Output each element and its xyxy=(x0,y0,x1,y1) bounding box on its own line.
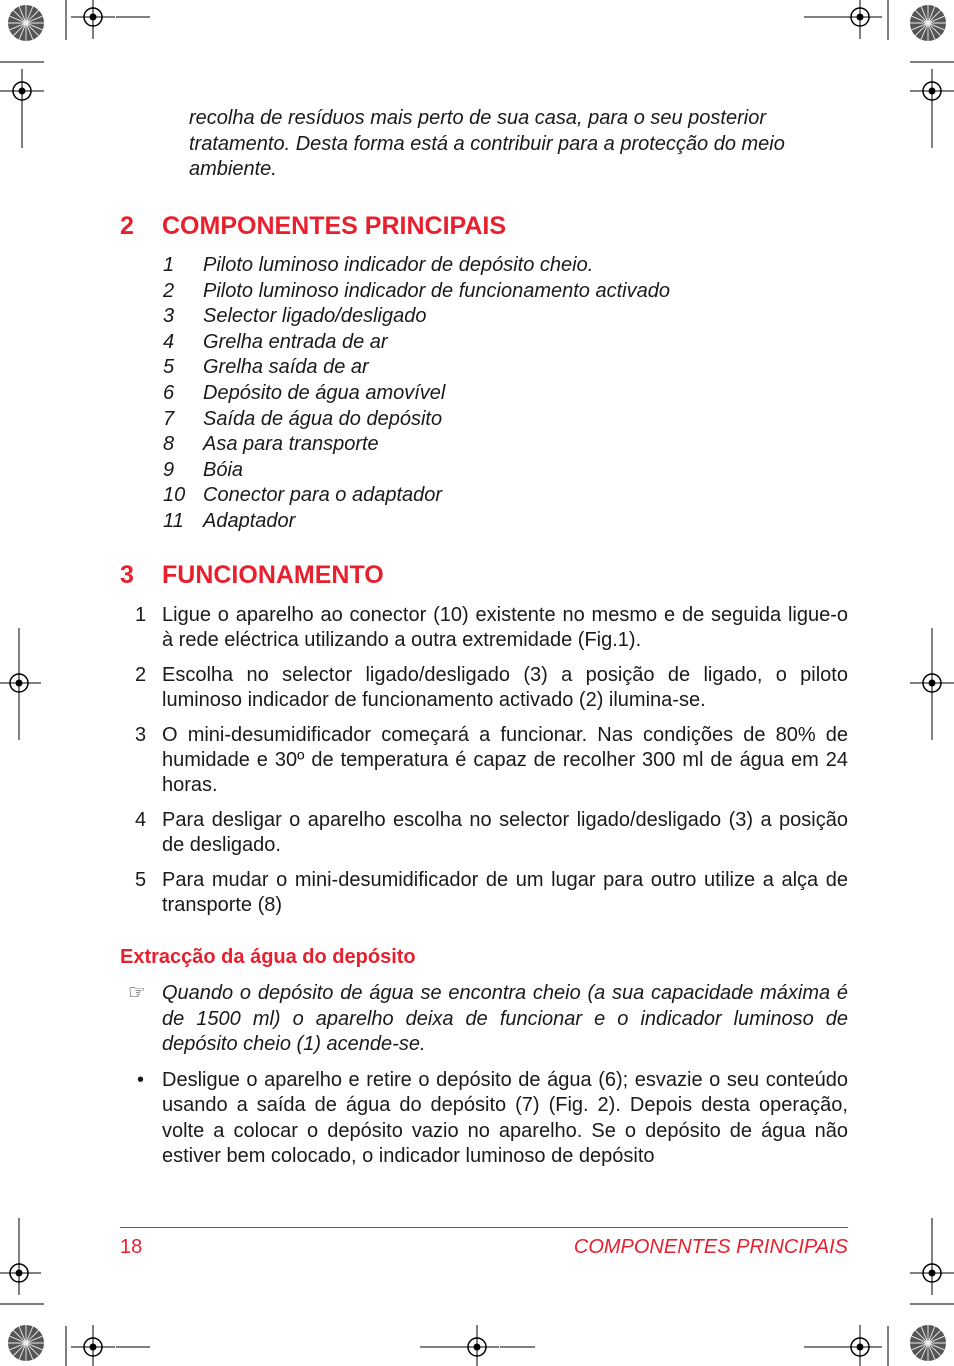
list-item xyxy=(163,330,863,356)
step-number: 5 xyxy=(135,869,147,891)
starburst-mark xyxy=(910,1325,946,1361)
list-item xyxy=(163,253,863,279)
crosshair-mark xyxy=(71,0,115,39)
step-item xyxy=(120,868,848,918)
warning-note xyxy=(120,981,848,1058)
step-number: 4 xyxy=(135,809,147,831)
item-text: Piloto luminoso indicador de funcionamento activado xyxy=(203,279,670,302)
section-heading-componentes xyxy=(120,212,506,241)
item-text: Adaptador xyxy=(203,509,296,532)
bullet-text: Desligue o aparelho e retire o depósito de água (6); esvazie o seu conteúdo usando a saída de água do depósito (7) (Fig. 2). Depois desta operação, volte a colocar o depósito vazio no aparelho. Se o depósito de água não estiver bem colocado, o indicador luminoso de depósito xyxy=(162,1068,848,1167)
step-text: Para desligar o aparelho escolha no selector ligado/desligado (3) a posição de desligado. xyxy=(162,809,848,856)
subsection-body xyxy=(120,981,848,1180)
intro-line: recolha de resíduos mais perto de sua casa, para o seu posterior xyxy=(189,107,766,129)
crosshair-mark xyxy=(838,1325,882,1366)
footer-divider xyxy=(120,1227,848,1228)
section-title: COMPONENTES PRINCIPAIS xyxy=(162,212,507,240)
step-text: Escolha no selector ligado/desligado (3) a posição de ligado, o piloto luminoso indicador de funcionamento activado (2) ilumina-se. xyxy=(162,664,848,711)
list-item xyxy=(163,483,863,509)
section-number: 3 xyxy=(120,561,134,589)
crosshair-mark xyxy=(0,69,44,113)
section-heading-funcionamento xyxy=(120,561,384,590)
crosshair-mark xyxy=(0,661,41,705)
item-number: 9 xyxy=(163,458,175,481)
note-text: Quando o depósito de água se encontra cheio (a sua capacidade máxima é de 1500 ml) o aparelho deixa de funcionar e o indicador luminoso de depósito cheio (1) acende-se. xyxy=(162,982,848,1055)
item-text: Selector ligado/desligado xyxy=(203,305,427,328)
starburst-mark xyxy=(910,5,946,41)
item-number: 10 xyxy=(163,484,186,507)
item-text: Grelha saída de ar xyxy=(203,356,369,379)
item-number: 5 xyxy=(163,356,175,379)
item-text: Asa para transporte xyxy=(203,433,379,456)
step-number: 1 xyxy=(135,604,147,626)
intro-paragraph xyxy=(189,106,849,183)
list-item xyxy=(163,407,863,433)
item-number: 2 xyxy=(163,279,175,302)
list-item xyxy=(163,509,863,535)
item-text: Grelha entrada de ar xyxy=(203,330,388,353)
step-number: 3 xyxy=(135,724,147,746)
list-item xyxy=(163,458,863,484)
crosshair-mark xyxy=(910,69,954,113)
step-text: Ligue o aparelho ao conector (10) existente no mesmo e de seguida ligue-o à rede eléctrica utilizando a outra extremidade (Fig.1). xyxy=(162,604,848,651)
crosshair-mark xyxy=(910,661,954,705)
intro-line: ambiente. xyxy=(189,158,277,180)
crosshair-mark xyxy=(910,1251,954,1295)
item-number: 6 xyxy=(163,381,175,404)
subsection-heading: Extracção da água do depósito xyxy=(120,946,416,968)
crosshair-mark xyxy=(455,1325,499,1366)
crosshair-mark xyxy=(0,1251,41,1295)
step-number: 2 xyxy=(135,664,147,686)
operation-steps xyxy=(120,603,848,928)
crosshair-mark xyxy=(838,0,882,39)
item-text: Piloto luminoso indicador de depósito cheio. xyxy=(203,254,594,276)
crosshair-mark xyxy=(71,1325,115,1366)
components-list xyxy=(163,253,863,535)
footer-section-title: COMPONENTES PRINCIPAIS xyxy=(573,1236,848,1258)
bullet-icon: • xyxy=(137,1068,145,1091)
item-number: 8 xyxy=(163,433,175,456)
item-text: Depósito de água amovível xyxy=(203,381,446,404)
list-item xyxy=(163,304,863,330)
list-item xyxy=(163,381,863,407)
item-number: 1 xyxy=(163,254,175,276)
item-text: Bóia xyxy=(203,458,244,481)
section-title: FUNCIONAMENTO xyxy=(162,561,384,589)
item-number: 7 xyxy=(163,407,175,430)
step-item xyxy=(120,808,848,858)
item-text: Conector para o adaptador xyxy=(203,484,443,507)
section-number: 2 xyxy=(120,212,134,240)
pointing-hand-icon: ☞ xyxy=(128,982,146,1004)
page-number: 18 xyxy=(120,1236,143,1258)
step-text: Para mudar o mini-desumidificador de um lugar para outro utilize a alça de transporte (8) xyxy=(162,869,848,916)
starburst-mark xyxy=(8,5,44,41)
step-text: O mini-desumidificador começará a funcionar. Nas condições de 80% de humidade e 30º de temperatura é capaz de recolher 300 ml de água em 24 horas. xyxy=(162,724,848,796)
step-item xyxy=(120,723,848,798)
list-item xyxy=(163,432,863,458)
item-number: 4 xyxy=(163,330,175,353)
item-number: 3 xyxy=(163,305,175,328)
item-number: 11 xyxy=(163,509,184,532)
list-item xyxy=(163,355,863,381)
list-item xyxy=(163,279,863,305)
intro-line: tratamento. Desta forma está a contribuir para a protecção do meio xyxy=(189,132,785,155)
step-item xyxy=(120,663,848,713)
bullet-item xyxy=(120,1068,848,1170)
step-item xyxy=(120,603,848,653)
item-text: Saída de água do depósito xyxy=(203,407,443,430)
starburst-mark xyxy=(8,1325,44,1361)
